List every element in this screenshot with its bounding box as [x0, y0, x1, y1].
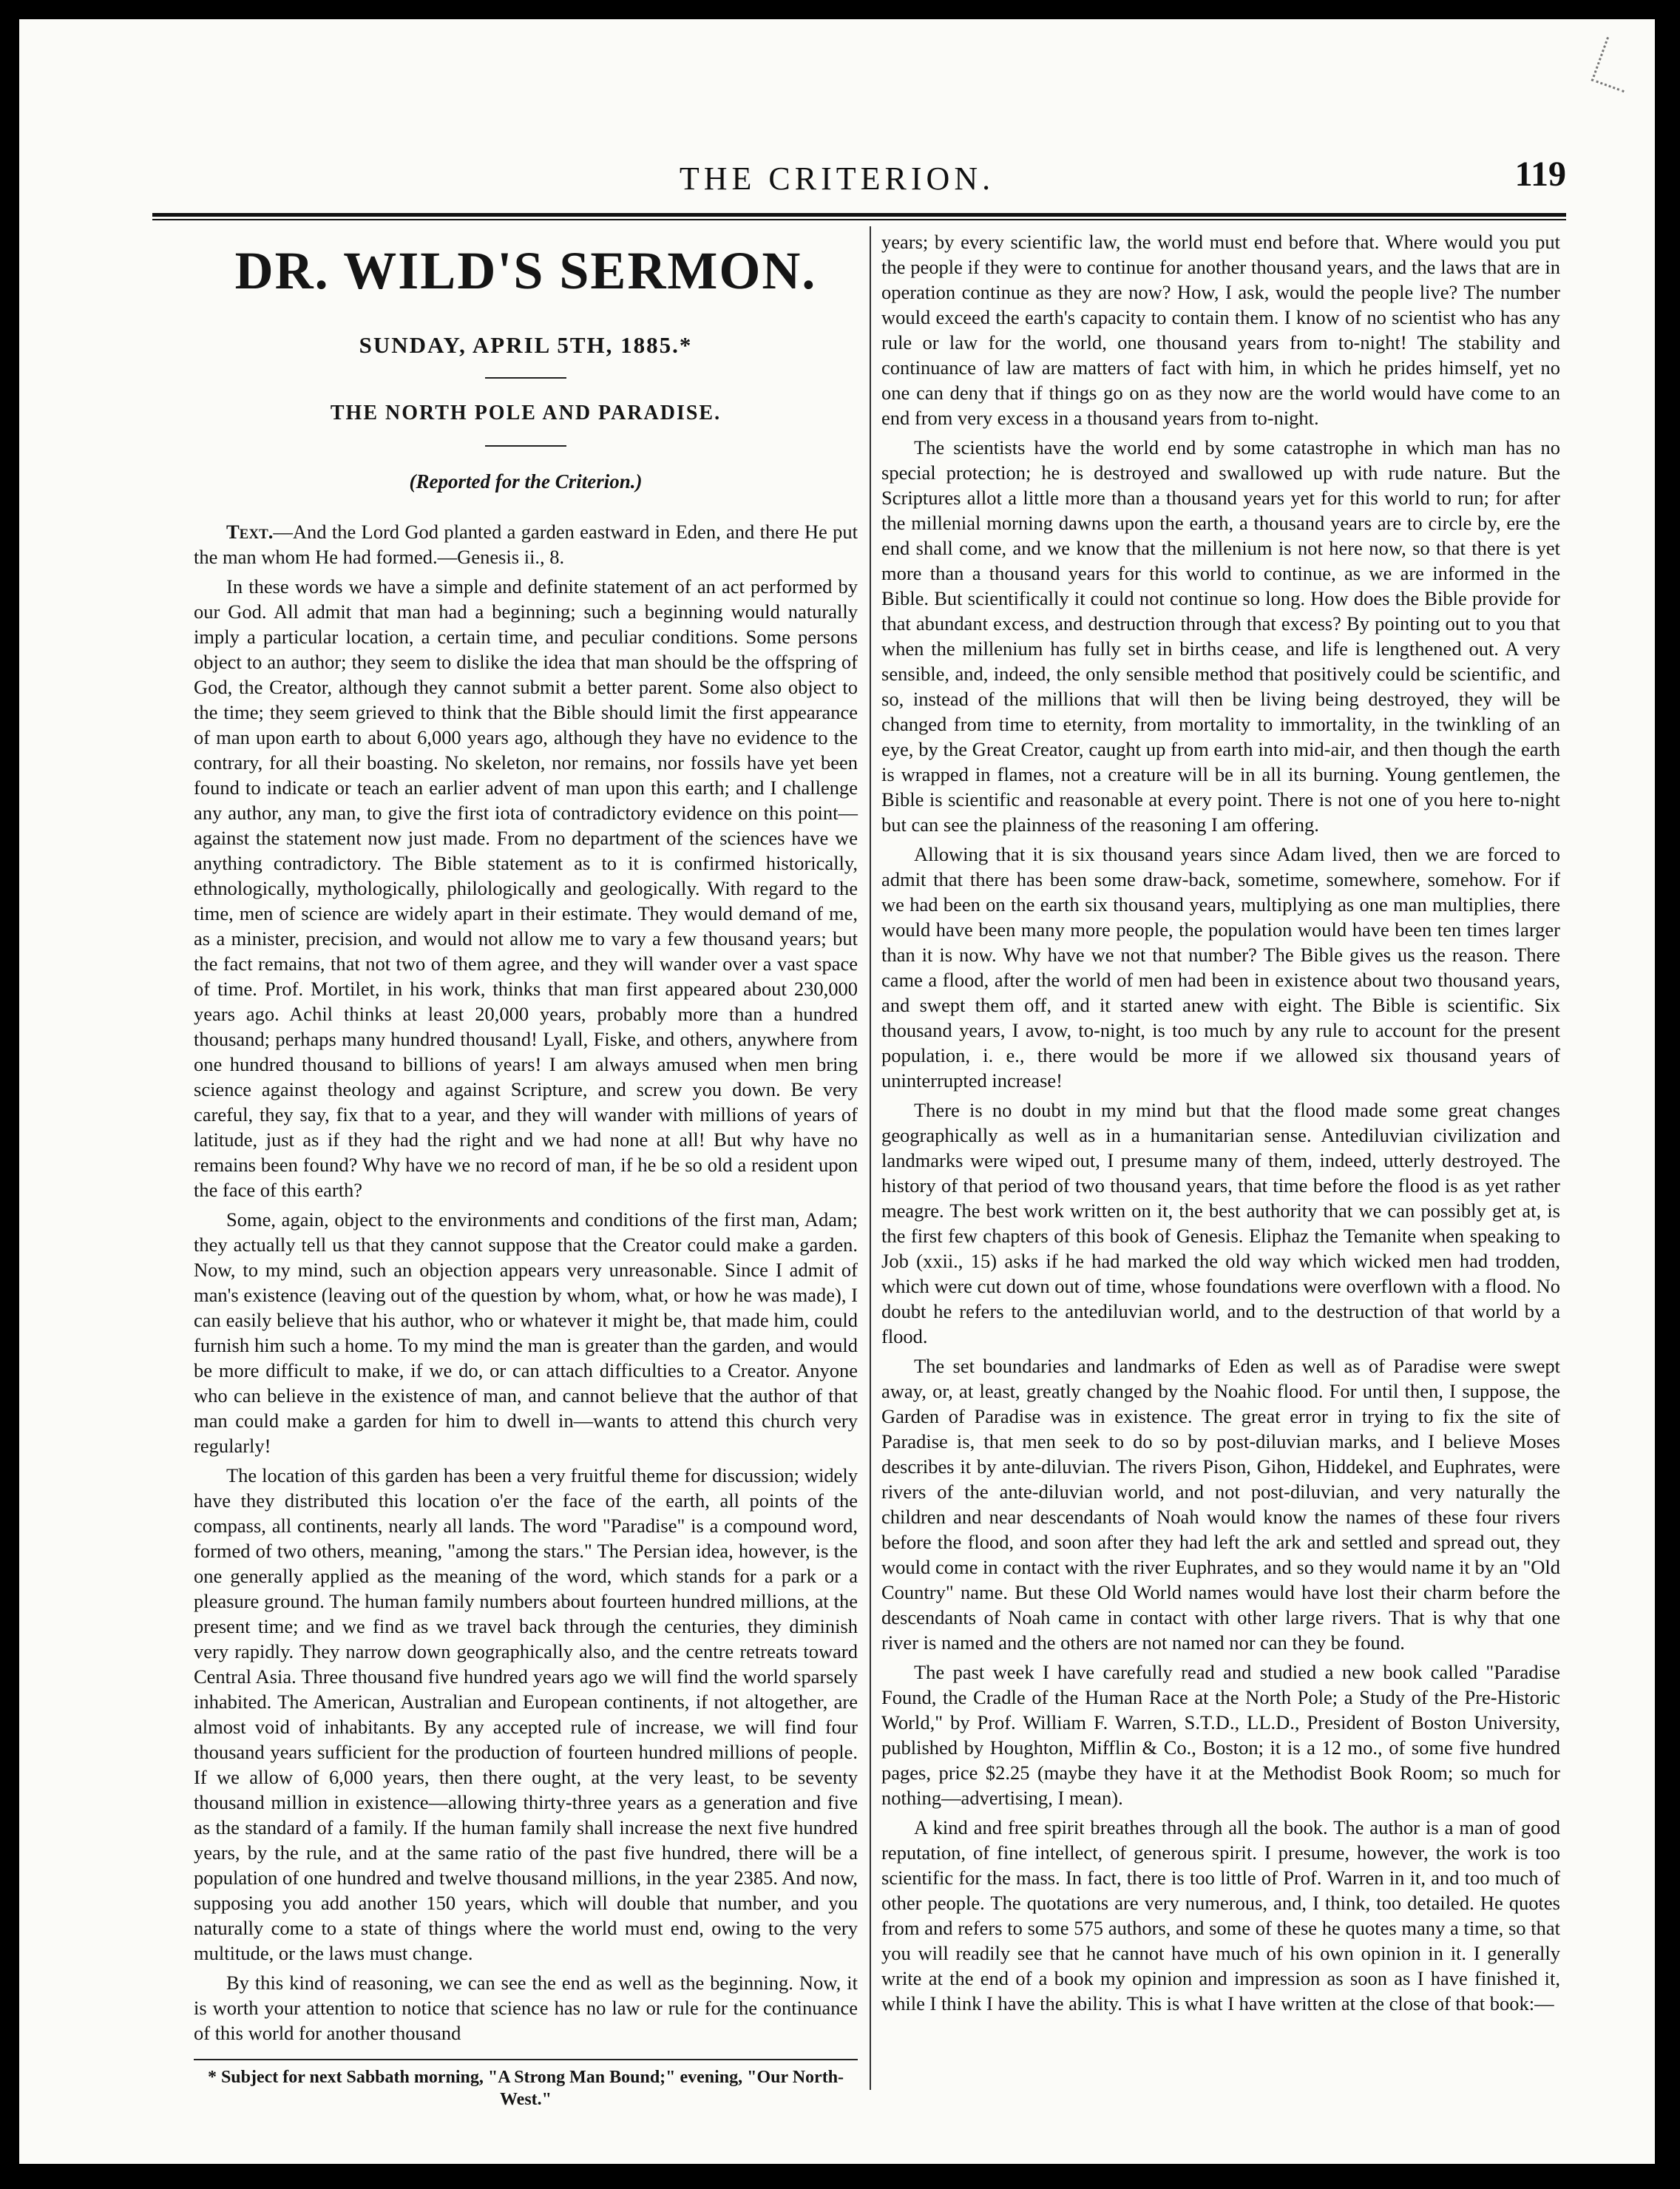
- sermon-date: SUNDAY, APRIL 5TH, 1885.*: [359, 332, 693, 358]
- newspaper-page: [19, 19, 1655, 2164]
- subtitle-rule: [485, 445, 566, 447]
- paragraph: Allowing that it is six thousand years since Adam lived, then we are forced to admit that there has been some draw-back, sometime, somewhere, somehow. For if we had been on the earth six thousand years, multiplying as one man multiplies, there would have been many more people, the population would have been ten times larger than it is now. Why have we not that number? The Bible gives us the reason. There came a flood, after the world of men had been in existence about two thousand years, and swept them off, and it started anew with eight. The Bible is scientific. Six thousand years, I avow, to-night, is too much by any rule to account for the present population, i. e., there would be more if we allowed six thousand years of uninterrupted increase!: [881, 843, 1560, 1092]
- paragraph: A kind and free spirit breathes through all the book. The author is a man of good reputation, of fine intellect, of generous spirit. I presume, however, the work is too scientific for the mass. In fact, there is too little of Prof. Warren in it, and too much of other people. The quotations are very numerous, and, I think, too detailed. He quotes from and refers to some 575 authors, and some of these he quotes many a time, so that you will readily see that he cannot have much of his own opinion in it. I generally write at the end of a book my opinion and impression as soon as I have finished it, while I think I have the ability. This is what I have written at the close of that book:—: [881, 1816, 1560, 2014]
- page-corner-mark: [1591, 37, 1640, 92]
- column-divider: [870, 226, 871, 2090]
- paragraph: The scientists have the world end by some catastrophe in which man has no special protection; he is destroyed and swallowed up with rude nature. But the Scriptures allot a little more than a thousand years yet for this world to run; for after the millenial morning dawns upon the earth, a thousand years are to circle by, ere the end shall come, and we know that the millenium is not here now, so that there is yet more than a thousand years for this world to continue, as we are informed in the Bible. But scientifically it could not continue so long. How does the Bible provide for that abundant excess, and destruction through that excess? By pointing out to you that when the millenium has fully set in births cease, and life is lengthened out. A very sensible, and, indeed, the only sensible method that positively could be scientific, and so, instead of the millions that will then be living being destroyed, they will be changed from time to eternity, from mortality to immortality, in the twinkling of an eye, by the Great Creator, caught up from earth into mid-air, and then though the earth is wrapped in flames, not a creature will be in all its burning. Young gentlemen, the Bible is scientific and reasonable at every point. There is not one of you here to-night but can see the plainness of the reasoning I am offering.: [881, 436, 1560, 836]
- title-rule: [485, 377, 566, 379]
- running-head: THE CRITERION.: [679, 160, 995, 197]
- paragraph: years; by every scientific law, the world must end before that. Where would you put the people if they were to continue for another thousand years, and the laws that are in operation continue as they are now? How, I ask, would the people live? The number would exceed the earth's capacity to contain them. I know of no scientist who has any rule or law for the world, one thousand years from to-night! The stability and continuance of law are matters of fact with him, in which he prides himself, yet no one can deny that if things go on as they now are the world would have come to an end from very excess in a thousand years from to-night.: [881, 231, 1560, 429]
- paragraph: The past week I have carefully read and studied a new book called "Paradise Found, the Cradle of the Human Race at the North Pole; a Study of the Pre-Historic World," by Prof. William F. Warren, S.T.D., LL.D., President of Boston University, published by Houghton, Mifflin & Co., Boston; it is a 12 mo., of some five hundred pages, price $2.25 (maybe they have it at the Methodist Book Room; so much for nothing—advertising, I mean).: [881, 1661, 1560, 1809]
- left-column: [194, 229, 858, 2111]
- paragraph: Some, again, object to the environments and conditions of the first man, Adam; they actually tell us that they cannot suppose that the Creator could make a garden. Now, to my mind, such an objection appears very unreasonable. Since I admit of man's existence (leaving out of the question by whom, what, or how he was made), I can easily believe that his author, who or whatever it might be, that made him, could furnish him such a home. To my mind the man is greater than the garden, and would be more difficult to make, if we do, or can attach difficulties to a Creator. Anyone who can believe in the existence of man, and cannot believe that the author of that man could make a garden for him to dwell in—wants to attend this church very regularly!: [194, 1208, 858, 1457]
- scripture-text: [194, 519, 858, 569]
- right-column: [881, 229, 1560, 2020]
- paragraph: The location of this garden has been a very fruitful theme for discussion; widely have they distributed this location o'er the face of the earth, all points of the compass, all continents, nearly all lands. The word "Paradise" is a compound word, formed of two others, meaning, "among the stars." The Persian idea, however, is the one generally applied as the meaning of the word, which stands for a park or a pleasure ground. The human family numbers about fourteen hundred millions, at the present time; and we find as we travel back through the centuries, they diminish very rapidly. They narrow down geographically also, and the centre retreats toward Central Asia. Three thousand five hundred years ago we will find the world sparsely inhabited. The American, Australian and European continents, if not altogether, are almost void of inhabitants. By any accepted rule of increase, we will find four thousand years sufficient for the production of fourteen hundred millions of people. If we allow of 6,000 years, then there ought, at the very least, to be seventy thousand million in existence—allowing thirty-three years as a generation and five as the standard of a family. If the human family shall increase the next five hundred years, by the rule, and at the same ratio of the past five hundred, there will be a population of one hundred and twelve thousand millions, in the year 2385. And now, supposing you add another 150 years, which will double that number, and you naturally come to a state of things where the world must end, owing to the very multitude, or the laws must change.: [194, 1464, 858, 1964]
- reported-note: (Reported for the Criterion.): [409, 470, 643, 493]
- paragraph: The set boundaries and landmarks of Eden as well as of Paradise were swept away, or, at least, greatly changed by the Noahic flood. For until then, I suppose, the Garden of Paradise was in existence. The great error in trying to fix the site of Paradise is, that men seek to do so by post-diluvian marks, and I believe Moses describes it by ante-diluvian. The rivers Pison, Gihon, Hiddekel, and Euphrates, were rivers of the ante-diluvian world, and not post-diluvian, and very naturally the children and near descendants of Noah would know the names of these four rivers before the flood, and soon after they had left the ark and settled and spread out, they would come in contact with the river Euphrates, and so they would name it by an "Old Country" name. But these Old World names would have lost their charm before the descendants of Noah came in contact with other large rivers. That is why that one river is named and the others are not named nor can they be found.: [881, 1355, 1560, 1654]
- page-number: 119: [1514, 155, 1566, 194]
- paragraph: In these words we have a simple and definite statement of an act performed by our God. All admit that man had a beginning; such a beginning would naturally imply a particular location, a certain time, and peculiar conditions. Some persons object to an author; they seem to dislike the idea that man should be the offspring of God, the Creator, although they cannot submit a better parent. Some also object to the time; they seem grieved to think that the Bible should limit the first appearance of man upon earth to about 6,000 years ago, although they have no evidence to the contrary, for all their boasting. No skeleton, nor remains, nor fossils have yet been found to indicate or teach an earlier advent of man upon this earth; and I challenge any author, any man, to give the first iota of contradictory evidence on this point—against the statement now just made. From no department of the sciences have we anything contradictory. The Bible statement as to it is confirmed historically, ethnologically, mythologically, philologically and geologically. With regard to the time, men of science are widely apart in their estimate. They would demand of me, as a minister, precision, and would not allow me to vary a few thousand years; but the fact remains, that not two of them agree, and they will wander over a vast space of time. Prof. Mortilet, in his work, thinks that man first appeared about 230,000 years ago. Achil thinks at least 20,000 years, probably more than a hundred thousand; perhaps many hundred thousand! Lyall, Fiske, and others, anywhere from one hundred thousand to billions of years! I am always amused when men bring science against theology and against Scripture, and screw you down. Be very careful, they say, fix that to a year, and they will wander with millions of years of latitude, just as if they had the right and we had none at all! But why have no remains been found? Why have we no record of man, if he be so old a resident upon the face of this earth?: [194, 575, 858, 1201]
- text-label: Text.: [226, 521, 274, 543]
- sermon-title: DR. WILD'S SERMON.: [234, 241, 817, 300]
- footnote-rule: [194, 2059, 858, 2060]
- paragraph: By this kind of reasoning, we can see the end as well as the beginning. Now, it is worth your attention to notice that science has no law or rule for the continuance of this world for another thousand: [194, 1972, 858, 2044]
- text-body: —And the Lord God planted a garden eastward in Eden, and there He put the man whom He had formed.—Genesis ii., 8.: [194, 521, 858, 568]
- paragraph: There is no doubt in my mind but that the flood made some great changes geographically as well as in a humanitarian sense. Antediluvian civilization and landmarks were wiped out, I presume many of them, indeed, utterly destroyed. The history of that period of two thousand years, that time before the flood is as yet rather meagre. The best work written on it, the best authority that we can possibly get at, is the first few chapters of this book of Genesis. Eliphaz the Temanite when speaking to Job (xxii., 15) asks if he had marked the old way which wicked men had trodden, which were cut down out of time, whose foundations were overflown with a flood. No doubt he refers to the antediluvian world, and to the destruction of that world by a flood.: [881, 1099, 1560, 1347]
- header-rule: [152, 213, 1566, 220]
- footnote: * Subject for next Sabbath morning, "A Strong Man Bound;" evening, "Our North-West.": [207, 2068, 844, 2109]
- sermon-subtitle: THE NORTH POLE AND PARADISE.: [330, 402, 722, 424]
